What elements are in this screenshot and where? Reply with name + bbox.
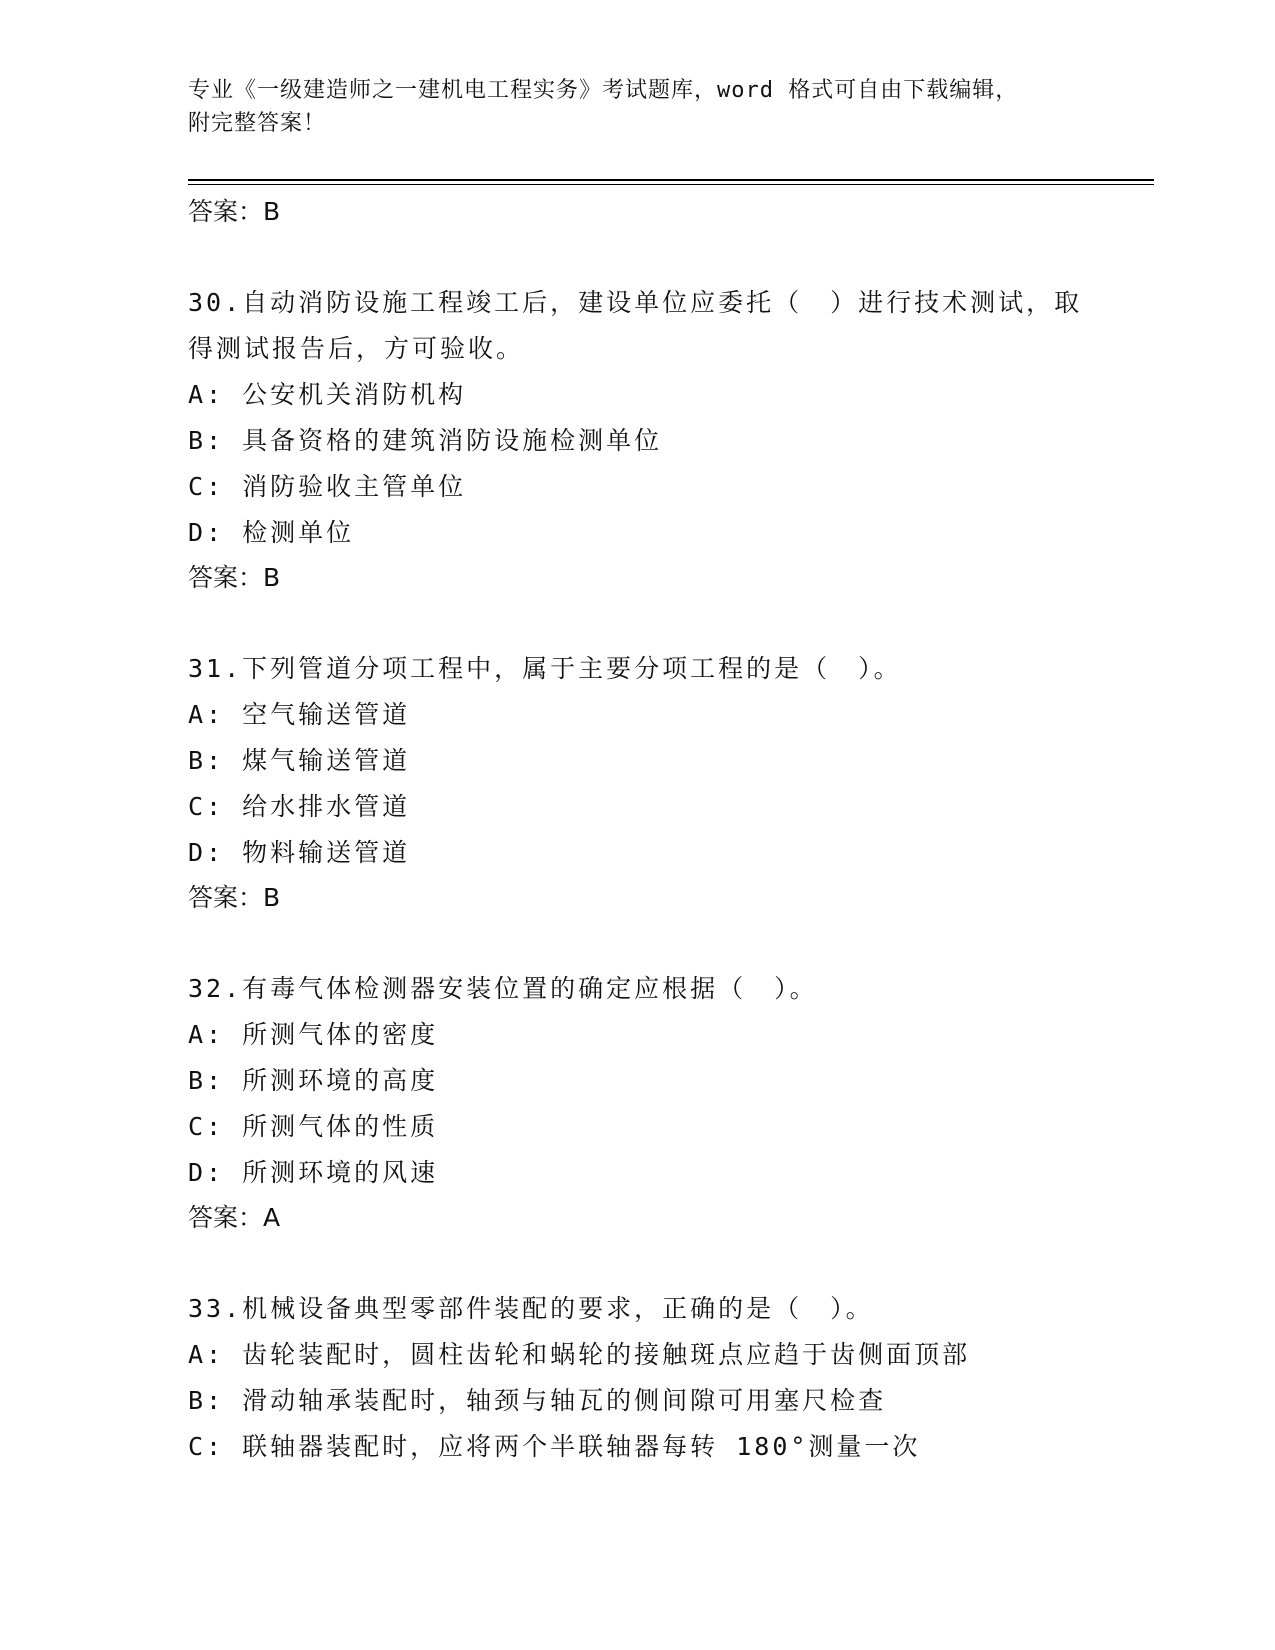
header-rule-thick — [188, 179, 1154, 181]
option-label: B: — [188, 426, 225, 455]
option-a — [188, 1012, 1088, 1058]
option-a — [188, 1332, 1088, 1378]
answer-label: 答案： — [188, 1203, 264, 1232]
option-label: B: — [188, 1386, 225, 1415]
question-31-answer — [188, 876, 1148, 920]
option-d — [188, 830, 1088, 876]
question-stem: 31.下列管道分项工程中，属于主要分项工程的是（ ）。 — [188, 654, 902, 683]
option-text: 消防验收主管单位 — [242, 472, 467, 501]
option-label: A: — [188, 700, 225, 729]
option-d — [188, 1150, 1088, 1196]
option-a — [188, 372, 1088, 418]
option-text: 物料输送管道 — [242, 838, 411, 867]
option-label: D: — [188, 518, 225, 547]
option-text: 煤气输送管道 — [242, 746, 411, 775]
spacer — [188, 920, 1148, 966]
option-b — [188, 1378, 1088, 1424]
option-text: 齿轮装配时，圆柱齿轮和蜗轮的接触斑点应趋于齿侧面顶部 — [242, 1340, 971, 1369]
option-a — [188, 692, 1088, 738]
option-label: D: — [188, 838, 225, 867]
answer-value: B — [263, 563, 281, 592]
question-33 — [188, 1286, 1088, 1470]
option-text: 空气输送管道 — [242, 700, 411, 729]
option-c — [188, 1424, 1088, 1470]
option-text: 具备资格的建筑消防设施检测单位 — [242, 426, 663, 455]
header-line-2: 附完整答案！ — [188, 111, 327, 136]
question-32-answer — [188, 1196, 1148, 1240]
option-label: C: — [188, 792, 225, 821]
spacer — [188, 234, 1148, 280]
answer-value: B — [263, 197, 281, 226]
spacer — [188, 600, 1148, 646]
option-text: 所测气体的密度 — [242, 1020, 439, 1049]
option-text: 所测环境的风速 — [242, 1158, 439, 1187]
option-text: 所测气体的性质 — [242, 1112, 439, 1141]
option-label: C: — [188, 1112, 225, 1141]
option-b — [188, 1058, 1088, 1104]
option-label: A: — [188, 1340, 225, 1369]
option-d — [188, 510, 1088, 556]
question-stem: 33.机械设备典型零部件装配的要求，正确的是（ ）。 — [188, 1294, 874, 1323]
question-stem: 32.有毒气体检测器安装位置的确定应根据（ ）。 — [188, 974, 818, 1003]
question-31 — [188, 646, 1088, 876]
previous-answer — [188, 190, 1148, 234]
header-line-1: 专业《一级建造师之一建机电工程实务》考试题库，word 格式可自由下载编辑， — [188, 78, 1019, 103]
option-label: B: — [188, 1066, 225, 1095]
option-c — [188, 784, 1088, 830]
header-rule-thin — [188, 184, 1154, 185]
option-text: 公安机关消防机构 — [242, 380, 467, 409]
option-text: 检测单位 — [242, 518, 355, 547]
option-label: A: — [188, 380, 225, 409]
option-c — [188, 1104, 1088, 1150]
answer-value: A — [263, 1203, 281, 1232]
option-label: A: — [188, 1020, 225, 1049]
option-b — [188, 418, 1088, 464]
question-list — [188, 190, 1148, 1470]
option-label: C: — [188, 472, 225, 501]
option-text: 滑动轴承装配时，轴颈与轴瓦的侧间隙可用塞尺检查 — [242, 1386, 887, 1415]
answer-label: 答案： — [188, 197, 264, 226]
question-30-answer — [188, 556, 1148, 600]
answer-value: B — [263, 883, 281, 912]
option-label: D: — [188, 1158, 225, 1187]
option-c — [188, 464, 1088, 510]
answer-label: 答案： — [188, 563, 264, 592]
spacer — [188, 1240, 1148, 1286]
document-header — [188, 74, 1088, 140]
option-label: B: — [188, 746, 225, 775]
question-32 — [188, 966, 1088, 1196]
option-text: 所测环境的高度 — [242, 1066, 439, 1095]
question-30 — [188, 280, 1088, 556]
option-b — [188, 738, 1088, 784]
option-label: C: — [188, 1432, 225, 1461]
question-stem: 30.自动消防设施工程竣工后，建设单位应委托（ ）进行技术测试，取得测试报告后，方可验收。 — [188, 288, 1083, 363]
answer-label: 答案： — [188, 883, 264, 912]
option-text: 联轴器装配时，应将两个半联轴器每转 180°测量一次 — [242, 1432, 921, 1461]
option-text: 给水排水管道 — [242, 792, 411, 821]
